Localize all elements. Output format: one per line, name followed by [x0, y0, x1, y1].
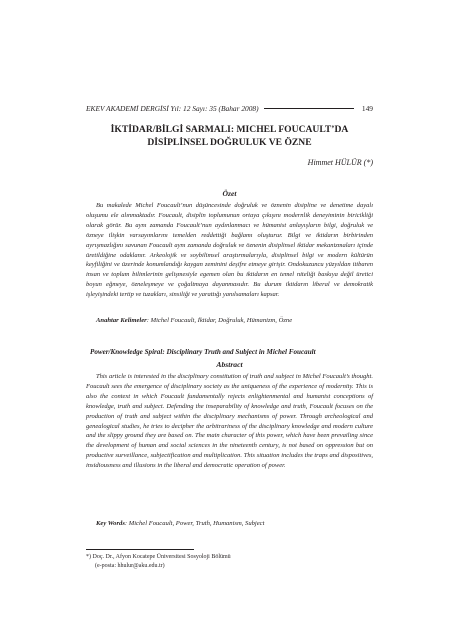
turkish-keywords-label: Anahtar Kelimeler — [96, 317, 147, 324]
running-header — [86, 104, 373, 113]
english-keywords-label: Key Words — [96, 520, 125, 527]
ozet-heading: Özet — [222, 189, 237, 198]
author-name: Himmet HÜLÜR (*) — [307, 158, 373, 167]
article-title — [86, 123, 373, 149]
title-line-2: DİSİPLİNSEL DOĞRULUK VE ÖZNE — [147, 137, 312, 148]
english-keywords-list: : Michel Foucault, Power, Truth, Humanism, Subject — [124, 520, 265, 527]
page-number: 149 — [361, 104, 373, 113]
english-title: Power/Knowledge Spiral: Disciplinary Truth and Subject in Michel Foucault — [90, 348, 316, 356]
turkish-keywords — [86, 317, 373, 324]
title-line-1: İKTİDAR/BİLGİ SARMALI: MICHEL FOUCAULT’DA — [110, 124, 349, 135]
footnote-rule — [86, 549, 194, 550]
abstract-heading: Abstract — [216, 360, 243, 369]
ozet-text: Bu makalede Michel Foucault’nun düşüncesinde doğruluk ve öznenin disipline ve denetime dayalı oluşumu ele alınmaktadır. Foucault, disiplin toplumunun ortaya çıkışını modernlik deneyiminin biricikliği olarak görür. Bu aynı zamanda Foucault’nun aydınlanmacı ve hümanist anlayışların bilgi, doğruluk ve özneye ilişkin varsayımlarını temelden reddettiği bağlamı oluşturur. Bilgi ve iktidarın birbirinden ayrışmazlığını savunan Foucault aynı zamanda doğruluk ve öznenin disiplinsel iktidar mekanizmaları içinde üretildiğine odaklanır. Arkeolojik ve soybilimsel araştırmalarıyla, disiplinsel bilgi ve modern kültürün keyfiliğini ve üzerinde konumlandığı kaygan zeminini deşifre etmeye girişir. Ondokuzuncu yüzyıldan itibaren insan ve toplum bilimlerinin gelişmesiyle egemen olan bu iktidarın en temel niteliği baskıya değil üretici boyun eğmeye, özneleşmeye ve çoğaltmaya dayanmasıdır. Bu durum iktidarın liberal ve demokratik işleyişindeki tertip ve tuzakları, sinsiliği ve yarattığı yanılsamaları kapsar. — [86, 202, 373, 299]
english-keywords — [86, 520, 373, 527]
header-rule — [264, 108, 354, 109]
journal-info: EKEV AKADEMİ DERGİSİ Yıl: 12 Sayı: 35 (Bahar 2008) — [86, 104, 259, 113]
footnote-affiliation: *) Doç. Dr., Afyon Kocatepe Üniversitesi Sosyoloji Bölümü — [86, 554, 231, 560]
turkish-keywords-list: : Michel Foucault, İktidar, Doğruluk, Hümanizm, Özne — [146, 317, 293, 324]
footnote — [86, 553, 231, 570]
abstract-text: This article is interested in the disciplinary constitution of truth and subject in Michel Foucault’s thought. Foucault sees the emergence of disciplinary society as the uniqueness of the experience of modernity. This is also the context in which Foucault fundamentally rejects enlightenmental and humanist conceptions of knowledge, truth and subject. Defending the inseparability of knowledge and truth, Foucault focuses on the production of truth and subject within the disciplinary mechanisms of power. Through archeological and genealogical studies, he tries to decipher the arbitrariness of the disciplinary knowledge and modern culture and the slippy ground they are based on. The main character of this power, which have been prevailing since the development of human and social sciences in the nineteenth century, is not based on oppression but on productive surveillance, subjectification and multiplication. This situation includes the traps and dispositives, insidiousness and illusions in the liberal and democratic operation of power. — [86, 373, 373, 470]
footnote-email: (e-posta: hhulur@aku.edu.tr) — [95, 562, 165, 569]
